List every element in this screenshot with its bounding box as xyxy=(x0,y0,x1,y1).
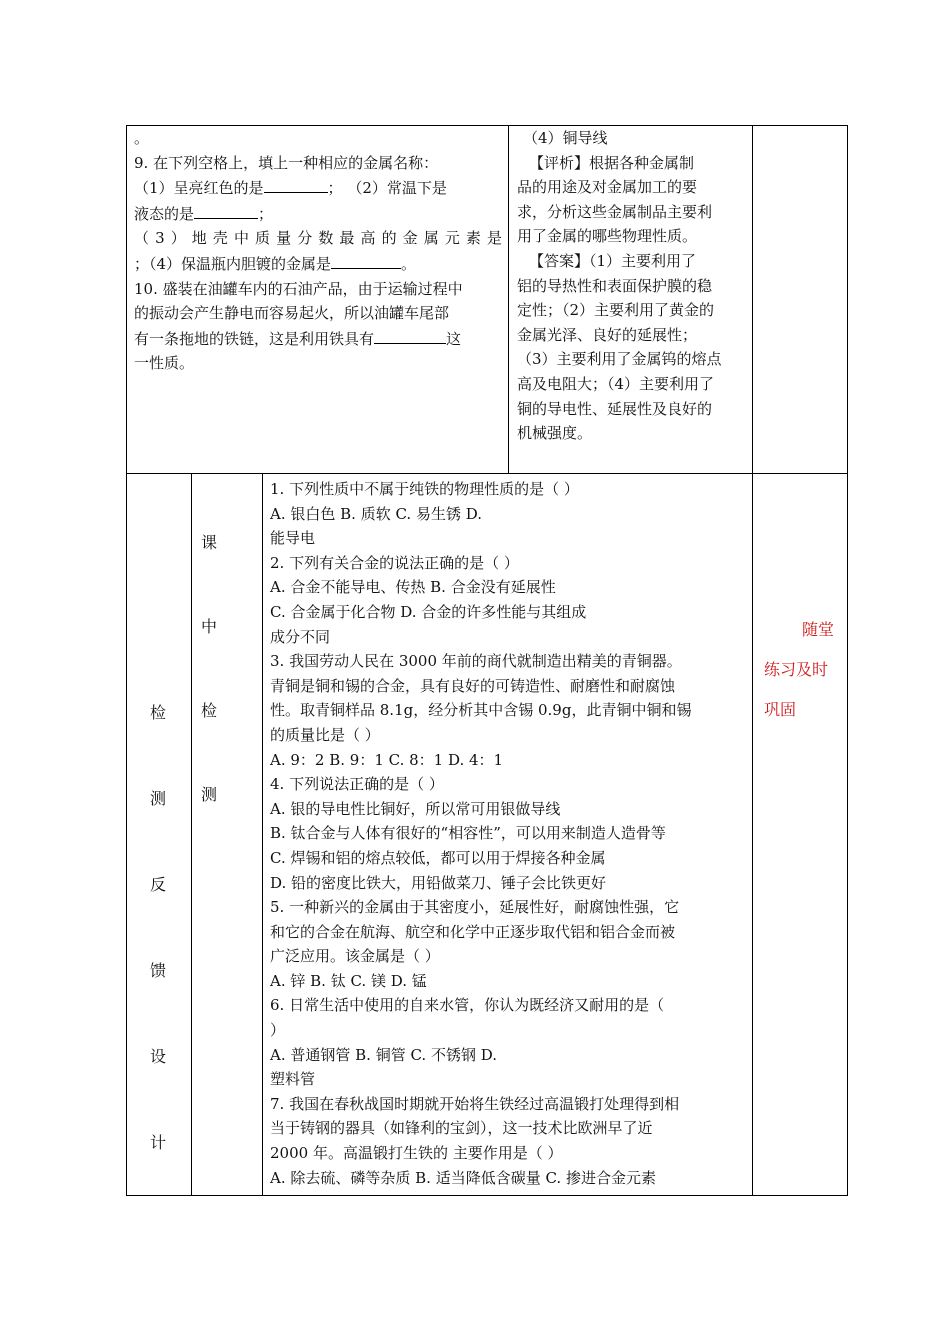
question-line-text: A. 普通钢管 B. 铜管 C. 不锈钢 D. xyxy=(270,1045,497,1064)
exercise-line-text: （3）地壳中质量分数最高的金属元素是 xyxy=(134,229,502,248)
analysis-line xyxy=(517,175,746,200)
question-line-text: 能导电 xyxy=(270,529,316,548)
exercise-line xyxy=(134,151,502,176)
question-line-text: 2. 下列有关合金的说法正确的是（ ） xyxy=(270,553,519,572)
question-line xyxy=(270,551,745,576)
analysis-line xyxy=(517,224,746,249)
analysis-line-text: （3）主要利用了金属钨的熔点 xyxy=(517,350,722,369)
question-line xyxy=(270,1141,745,1166)
question-line xyxy=(270,526,745,551)
analysis-line xyxy=(517,421,746,446)
exercise-line-text: （1）呈亮红色的是 xyxy=(134,179,264,198)
exercise-line-text: 10. 盛装在油罐车内的石油产品，由于运输过程中 xyxy=(134,279,463,298)
sub-label-char: 检 xyxy=(200,701,217,720)
section-label-char: 设 xyxy=(149,1047,166,1066)
analysis-line xyxy=(517,372,746,397)
question-line xyxy=(270,772,745,797)
analysis-line-text: （4）铜导线 xyxy=(523,129,608,147)
question-line xyxy=(270,674,745,699)
sub-label-char: 测 xyxy=(200,785,217,804)
table-right-border xyxy=(847,125,848,1196)
question-line-text: 性。取青铜样品 8.1g，经分析其中含锡 0.9g，此青铜中铜和锡 xyxy=(270,701,692,720)
section-label-char: 馈 xyxy=(149,961,166,980)
fill-blank[interactable] xyxy=(331,251,401,269)
exercise-line xyxy=(134,277,502,302)
analysis-line-text: 【答案】（1）主要利用了 xyxy=(529,251,697,270)
question-line xyxy=(270,723,745,748)
top-divider-1 xyxy=(508,125,509,473)
question-line xyxy=(270,821,745,846)
exercise-line-text: 。 xyxy=(134,129,150,147)
exercise-line xyxy=(134,251,502,277)
question-line xyxy=(270,871,745,896)
question-line xyxy=(270,625,745,650)
question-line xyxy=(270,1043,745,1068)
exercise-line-text-after: 这 xyxy=(446,329,462,348)
bottom-divider-2 xyxy=(262,473,263,1195)
question-line-text: 成分不同 xyxy=(270,627,331,646)
exercise-line xyxy=(134,326,502,352)
remark-line: 随堂 xyxy=(802,620,835,639)
exercise-line xyxy=(134,351,502,376)
section-label-char: 检 xyxy=(149,703,166,722)
question-line xyxy=(270,600,745,625)
exercise-line-text: 的振动会产生静电而容易起火，所以油罐车尾部 xyxy=(134,304,450,323)
analysis-line xyxy=(517,200,746,225)
question-line-text: A. 9：2 B. 9：1 C. 8：1 D. 4：1 xyxy=(270,750,504,769)
question-line-text: 6. 日常生活中使用的自来水管，你认为既经济又耐用的是（ xyxy=(270,996,665,1015)
question-line xyxy=(270,1166,745,1191)
question-line xyxy=(270,748,745,773)
question-line xyxy=(270,993,745,1018)
analysis-line xyxy=(517,274,746,299)
exercise-line xyxy=(134,175,502,201)
question-line-text: A. 合金不能导电、传热 B. 合金没有延展性 xyxy=(270,578,556,597)
question-line xyxy=(270,969,745,994)
exercise-line-text: 一性质。 xyxy=(134,354,195,373)
analysis-line xyxy=(517,126,746,151)
table-mid-border xyxy=(126,473,848,474)
question-line-text: 7. 我国在春秋战国时期就开始将生铁经过高温锻打处理得到相 xyxy=(270,1094,680,1113)
question-line xyxy=(270,649,745,674)
analysis-line-text: 铝的导热性和表面保护膜的稳 xyxy=(517,276,713,295)
exercise-line-text-after: ； （2）常温下是 xyxy=(327,179,447,198)
question-line-text: 2000 年。高温锻打生铁的 主要作用是（ ） xyxy=(270,1144,563,1163)
top-middle-analysis xyxy=(517,126,746,446)
sub-label-vertical xyxy=(194,530,224,830)
analysis-line-text: 用了金属的哪些物理性质。 xyxy=(517,227,698,246)
question-line xyxy=(270,944,745,969)
analysis-line xyxy=(517,347,746,372)
question-line xyxy=(270,846,745,871)
question-line-text: 青铜是铜和锡的合金，具有良好的可铸造性、耐磨性和耐腐蚀 xyxy=(270,676,676,695)
analysis-line-text: 品的用途及对金属加工的要 xyxy=(517,178,698,197)
question-line-text: D. 铅的密度比铁大，用铅做菜刀、锤子会比铁更好 xyxy=(270,873,607,892)
question-line xyxy=(270,698,745,723)
analysis-line-text: 铜的导电性、延展性及良好的 xyxy=(517,399,713,418)
section-label-vertical xyxy=(143,700,173,1170)
section-label-char: 反 xyxy=(149,875,166,894)
remark-line: 练习及时 xyxy=(764,660,829,679)
question-line-text: ） xyxy=(270,1021,286,1040)
analysis-line-text: 机械强度。 xyxy=(517,424,593,443)
question-line-text: 的质量比是（ ） xyxy=(270,725,380,744)
analysis-line xyxy=(517,323,746,348)
sub-label-char: 中 xyxy=(200,617,217,636)
question-line xyxy=(270,920,745,945)
section-label-char: 计 xyxy=(149,1133,166,1152)
exercise-line xyxy=(134,126,502,151)
question-line xyxy=(270,477,745,502)
questions-list xyxy=(270,477,745,1190)
question-line-text: A. 锌 B. 钛 C. 镁 D. 锰 xyxy=(270,971,427,990)
analysis-line-text: 求，分析这些金属制品主要利 xyxy=(517,202,713,221)
exercise-line xyxy=(134,301,502,326)
question-line-text: 塑料管 xyxy=(270,1070,316,1089)
remark-text xyxy=(764,610,844,730)
analysis-line xyxy=(517,298,746,323)
analysis-line-text: 【评析】根据各种金属制 xyxy=(529,153,695,172)
question-line xyxy=(270,1067,745,1092)
question-line-text: C. 合金属于化合物 D. 合金的许多性能与其组成 xyxy=(270,602,587,621)
exercise-line xyxy=(134,226,502,251)
question-line-text: B. 钛合金与人体有很好的“相容性”，可以用来制造人造骨等 xyxy=(270,824,666,843)
exercise-line-text: 液态的是 xyxy=(134,204,195,223)
remark-line: 巩固 xyxy=(764,700,797,719)
fill-blank[interactable] xyxy=(264,175,328,193)
fill-blank[interactable] xyxy=(194,201,258,219)
exercise-line-text-after: ； xyxy=(258,204,274,223)
question-line-text: 广泛应用。该金属是（ ） xyxy=(270,947,440,966)
exercise-line-text: 9. 在下列空格上，填上一种相应的金属名称： xyxy=(134,153,439,172)
question-line xyxy=(270,797,745,822)
exercise-line-text-after: 。 xyxy=(401,254,417,273)
sub-label-char: 课 xyxy=(200,533,217,552)
question-line xyxy=(270,1116,745,1141)
question-line-text: 当于铸钢的器具（如锋利的宝剑），这一技术比欧洲早了近 xyxy=(270,1119,653,1138)
question-line-text: 5. 一种新兴的金属由于其密度小，延展性好，耐腐蚀性强，它 xyxy=(270,898,680,917)
analysis-line-text: 金属光泽、良好的延展性； xyxy=(517,325,698,344)
question-line xyxy=(270,1092,745,1117)
question-line-text: A. 银的导电性比铜好，所以常可用银做导线 xyxy=(270,799,561,818)
section-label-char: 测 xyxy=(149,789,166,808)
exercise-line-text: ；（4）保温瓶内胆镀的金属是 xyxy=(134,254,332,273)
analysis-line xyxy=(517,397,746,422)
exercise-line xyxy=(134,201,502,227)
analysis-line-text: 定性；（2）主要利用了黄金的 xyxy=(517,301,715,320)
table-bottom-border xyxy=(126,1195,848,1196)
analysis-line xyxy=(517,249,746,274)
question-line-text: C. 焊锡和铝的熔点较低，都可以用于焊接各种金属 xyxy=(270,848,606,867)
table-left-border xyxy=(126,125,127,1196)
bottom-divider-3 xyxy=(752,473,753,1195)
question-line-text: 1. 下列性质中不属于纯铁的物理性质的是（ ） xyxy=(270,480,579,498)
exercise-line-text: 有一条拖地的铁链，这是利用铁具有 xyxy=(134,329,375,348)
question-line-text: A. 银白色 B. 质软 C. 易生锈 D. xyxy=(270,504,482,523)
question-line xyxy=(270,1018,745,1043)
question-line-text: 3. 我国劳动人民在 3000 年前的商代就制造出精美的青铜器。 xyxy=(270,652,682,671)
question-line-text: 4. 下列说法正确的是（ ） xyxy=(270,775,444,794)
top-divider-2 xyxy=(752,125,753,473)
question-line-text: A. 除去硫、磷等杂质 B. 适当降低含碳量 C. 掺进合金元素 xyxy=(270,1168,656,1187)
bottom-divider-1 xyxy=(191,473,192,1195)
top-left-exercises xyxy=(134,126,502,376)
question-line-text: 和它的合金在航海、航空和化学中正逐步取代铝和铝合金而被 xyxy=(270,922,676,941)
analysis-line xyxy=(517,151,746,176)
question-line xyxy=(270,502,745,527)
fill-blank[interactable] xyxy=(374,326,446,344)
question-line xyxy=(270,575,745,600)
question-line xyxy=(270,895,745,920)
analysis-line-text: 高及电阻大；（4）主要利用了 xyxy=(517,374,715,393)
